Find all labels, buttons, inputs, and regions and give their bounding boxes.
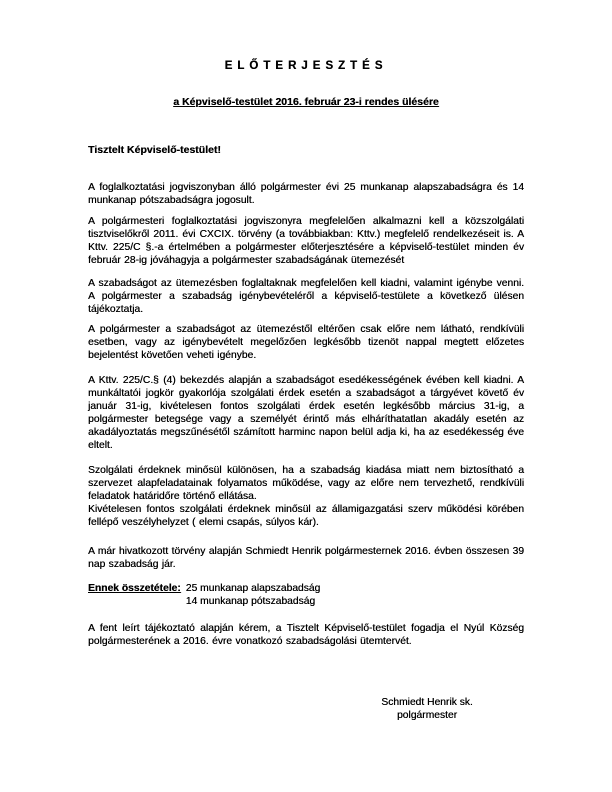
signature-role: polgármester: [396, 710, 458, 721]
document-subtitle: a Képviselő-testület 2016. február 23-i rendes ülésére: [173, 96, 439, 108]
paragraph-entitlement: A foglalkoztatási jogviszonyban álló polgármester évi 25 munkanap alapszabadságra és 14 munkanap pótszabadságra jogosult.: [88, 182, 524, 206]
paragraph-deviation-rule: A polgármester a szabadságot az ütemezéstől eltérően csak előre nem látható, rendkívüli esetben, vagy az igénybevételt megelőzően legkésőbb tizenöt nappal megtett előzetes bejelentést követően veheti igénybe.: [88, 324, 524, 361]
composition-item-extra-leave: 14 munkanap pótszabadság: [185, 596, 316, 607]
composition-items: [186, 582, 321, 608]
paragraph-service-interest: Szolgálati érdeknek minősül különösen, ha a szabadság kiadása miatt nem biztosítható a szervezet alapfeladatainak folyamatos működése, vagy az előre nem tervezhető, rendkívüli feladatok határidőre történő ellátása.: [88, 465, 524, 502]
paragraph-closing-request: A fent leírt tájékoztató alapján kérem, a Tisztelt Képviselő-testület fogadja el Nyúl Község polgármesterének a 2016. évre vonatkozó szabadságolási ütemtervét.: [88, 623, 524, 647]
paragraph-schedule-usage: A szabadságot az ütemezésben foglaltaknak megfelelően kell kiadni, valamint igénybe venni. A polgármester a szabadság igénybevételéről a képviselő-testülete a következő ülésen tájékoztatja.: [88, 278, 524, 315]
composition-item-base-leave: 25 munkanap alapszabadság: [185, 583, 321, 594]
paragraph-total-leave: A már hivatkozott törvény alapján Schmiedt Henrik polgármesternek 2016. évben összesen 39 nap szabadság jár.: [88, 546, 524, 570]
signature-block: [354, 696, 500, 722]
paragraph-due-year-rule: A Kttv. 225/C.§ (4) bekezdés alapján a szabadságot esedékességének évében kell kiadni. A munkáltatói jogkör gyakorlója szolgálati érdek esetén a szabadságot a tárgyévet követő év január 31-ig, kivételesen fontos szolgálati érdek esetén legkésőbb március 31-ig, a polgármester betegsége vagy a személyét érintő más elháríthatatlan akadály esetén az akadályoztatás megszűnésétől számított harminc napon belül adja ki, ha az esedékesség éve eltelt.: [88, 375, 524, 451]
composition-block: [88, 582, 524, 608]
document-content: [88, 60, 524, 722]
document-title: ELŐTERJESZTÉS: [224, 60, 388, 72]
paragraph-legal-basis: A polgármesteri foglalkoztatási jogviszonyra megfelelően alkalmazni kell a közszolgálati tisztviselőkről 2011. évi CXCIX. törvény (a továbbiakban: Kttv.) megfelelő rendelkezéseit is. A Kttv. 225/C §.-a értelmében a polgármester előterjesztésére a képviselő-testület minden év február 28-ig jóváhagyja a polgármester szabadságának ütemezését: [88, 216, 524, 266]
signature-name: Schmiedt Henrik sk.: [381, 697, 473, 708]
composition-label: Ennek összetétele:: [88, 583, 181, 594]
paragraph-exceptional-interest: Kivételesen fontos szolgálati érdeknek minősül az államigazgatási szerv működési körében fellépő veszélyhelyzet ( elemi csapás, súlyos kár).: [88, 504, 524, 528]
salutation: Tisztelt Képviselő-testület!: [88, 144, 221, 156]
